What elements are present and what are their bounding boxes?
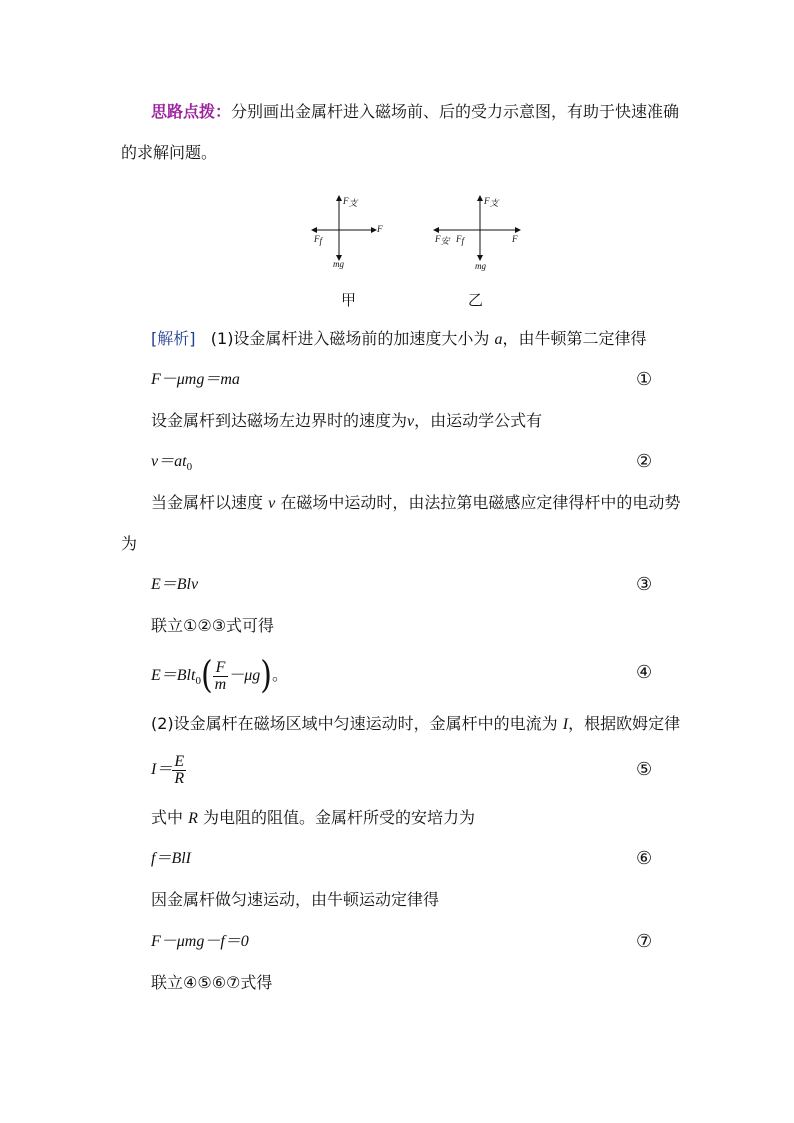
label-f-support-sub-right: 支	[489, 198, 499, 208]
label-f-friction-sub-left: f	[319, 236, 323, 246]
label-f-support-sub-left: 支	[348, 198, 358, 208]
analysis-line-8: 联立④⑤⑥⑦式得	[151, 973, 273, 992]
equation-4-lhs: E＝Blt	[151, 667, 196, 684]
label-f-ampere-sub-right: 安	[440, 236, 450, 246]
equation-6: f＝BlI	[151, 850, 191, 867]
equation-7-number: ⑦	[636, 931, 653, 952]
part2-tail: ，根据欧姆定律	[568, 714, 681, 733]
equation-4	[151, 653, 289, 698]
paren-open: (	[200, 653, 213, 698]
analysis-line-3	[151, 492, 680, 515]
analysis-line-5	[151, 713, 680, 736]
line2-text-b: ，由运动学公式有	[414, 411, 543, 430]
equation-5-number: ⑤	[636, 759, 653, 780]
label-f-friction-right: F	[456, 234, 462, 244]
analysis-line-4: 联立①②③式可得	[151, 616, 275, 635]
equation-3: E＝Blv	[151, 576, 199, 593]
tip-line-1	[151, 101, 679, 123]
line2-var: v	[407, 413, 415, 430]
svg-text:Ff	[313, 234, 324, 246]
force-diagram-right	[430, 190, 530, 280]
line3-var: v	[268, 495, 276, 512]
paren-close: )	[260, 653, 272, 698]
label-gravity-left: mg	[333, 259, 344, 269]
equation-5-frac-den: R	[174, 769, 185, 787]
equation-5-frac-num: E	[174, 752, 185, 770]
svg-text:F支	[483, 196, 501, 208]
label-f-applied-right: F	[512, 234, 518, 244]
equation-4-sub: 0	[195, 675, 201, 688]
equation-4-end: 。	[272, 665, 289, 684]
equation-3-number: ③	[636, 574, 653, 595]
label-gravity-right: mg	[475, 261, 486, 271]
analysis-line-3-cont: 为	[121, 534, 138, 553]
analysis-line-2	[151, 410, 542, 433]
label-f-friction-sub-right: f	[461, 236, 465, 246]
label-f-support-right: F	[484, 196, 490, 206]
equation-6-number: ⑥	[636, 848, 653, 869]
equation-1: F－μmg＝ma	[151, 371, 240, 388]
part1-var: a	[494, 331, 503, 348]
tip-label: 思路点拨：	[151, 102, 232, 121]
analysis-line-7: 因金属杆做匀速运动，由牛顿运动定律得	[151, 890, 440, 909]
equation-2-sub: 0	[186, 461, 193, 474]
tip-line-2: 的求解问题。	[121, 143, 218, 162]
line3-text-a: 当金属杆以速度	[151, 493, 264, 512]
part1-intro: (1)设金属杆进入磁场前的加速度大小为	[210, 329, 490, 348]
line3-text-b: 在磁场中运动时，由法拉第电磁感应定律得杆中的电动势	[280, 493, 681, 512]
equation-4-number: ④	[636, 662, 653, 683]
analysis-line-1	[151, 328, 647, 351]
equation-2-number: ②	[636, 451, 653, 472]
caption-left: 甲	[341, 291, 357, 309]
analysis-label: [解析]	[151, 329, 196, 348]
force-diagram-left	[306, 190, 396, 280]
equation-4-frac-num: F	[213, 660, 229, 677]
equation-2-main: v＝at	[151, 453, 187, 470]
svg-text:Ff	[455, 234, 466, 246]
part2-text: (2)设金属杆在磁场区域中匀速运动时，金属杆中的电流为	[151, 714, 558, 733]
equation-4-fraction	[213, 660, 229, 693]
caption-right: 乙	[468, 291, 484, 309]
analysis-line-6	[151, 807, 475, 830]
line6-text-b: 为电阻的阻值。金属杆所受的安培力为	[202, 808, 475, 827]
line6-text-a: 式中	[151, 808, 184, 827]
equation-2	[151, 451, 192, 478]
equation-4-frac-den: m	[214, 675, 227, 693]
label-f-applied-left: F	[377, 224, 383, 234]
equation-5-lhs: I＝	[151, 761, 173, 778]
equation-4-tail: －μg	[228, 667, 261, 684]
label-f-ampere-right: F	[435, 234, 441, 244]
line6-var: R	[188, 810, 198, 827]
tip-text-1: 分别画出金属杆进入磁场前、后的受力示意图，有助于快速准确	[231, 102, 680, 121]
svg-text:F安	[434, 234, 452, 246]
line2-text-a: 设金属杆到达磁场左边界时的速度为	[151, 411, 408, 430]
equation-1-number: ①	[636, 369, 653, 390]
svg-text:F支	[342, 196, 360, 208]
part1-tail: ，由牛顿第二定律得	[502, 329, 647, 348]
label-f-friction-left: F	[314, 234, 320, 244]
equation-5-fraction	[172, 754, 186, 787]
part2-var: I	[562, 716, 569, 733]
equation-5	[151, 751, 186, 789]
equation-7: F－μmg－f＝0	[151, 933, 249, 950]
label-f-support-left: F	[343, 196, 349, 206]
